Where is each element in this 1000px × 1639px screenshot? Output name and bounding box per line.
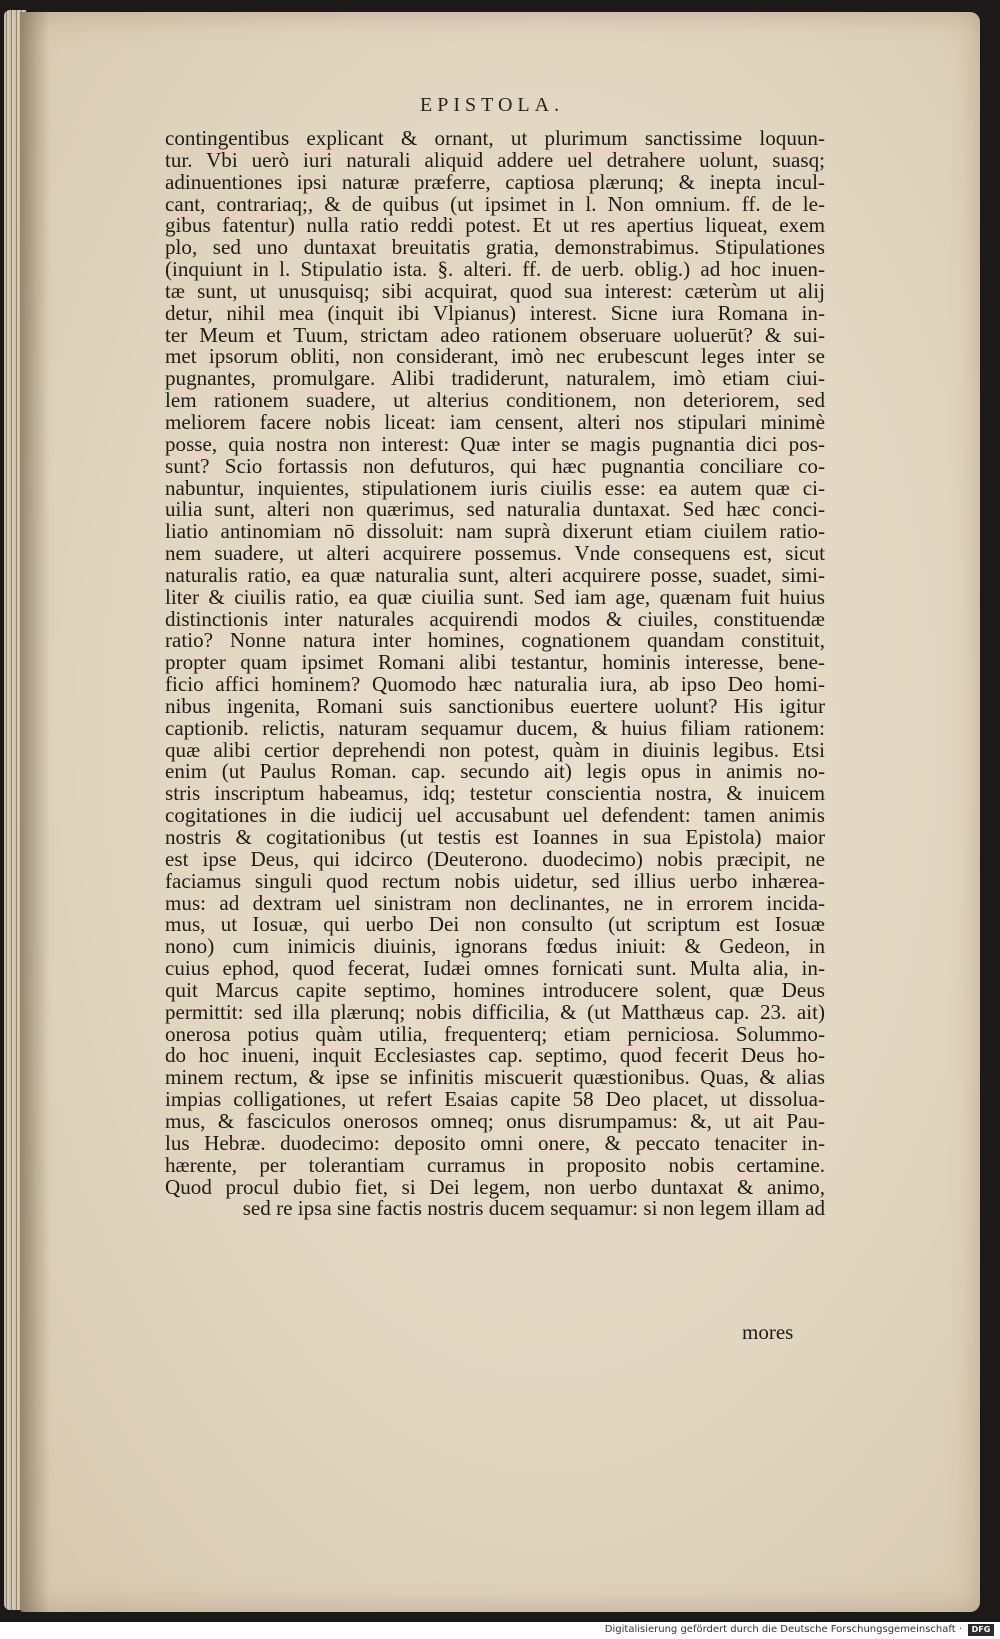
text-line: detur, nihil mea (inquit ibi Vlpianus) interest. Sicne iura Romana in- [165, 300, 825, 325]
text-line: nibus ingenita, Romani suis sanctionibus euertere uolunt? His igitur [165, 693, 825, 718]
text-line: propter quam ipsimet Romani alibi testantur, hominis interesse, bene- [165, 650, 825, 675]
text-line: liatio antinomiam nō dissoluit: nam suprà dixerunt etiam ciuilem ratio- [165, 519, 825, 544]
text-line: tæ sunt, ut unusquisq; sibi acquirat, quod sua interest: cæterùm ut alij [165, 278, 825, 303]
text-line: nostris & cogitationibus (ut testis est Ioannes in sua Epistola) maior [165, 825, 825, 849]
text-line: ter Meum et Tuum, strictam adeo rationem obseruare uoluerūt? & sui- [165, 322, 825, 347]
text-line: met ipsorum obliti, non considerant, imò nec erubescunt leges inter se [165, 344, 825, 369]
text-line: liter & ciuilis ratio, ea quæ ciuilia sunt. Sed iam age, quænam fuit huius [165, 584, 825, 609]
text-line: adinuentiones ipsi naturæ præferre, captiosa plærunq; & inepta incul- [165, 169, 825, 194]
text-line: enim (ut Paulus Roman. cap. secundo ait) legis opus in animis no- [165, 759, 825, 784]
text-line: cuius ephod, quod fecerat, Iudæi omnes fornicati sunt. Multa alia, in- [165, 956, 825, 981]
text-line: quæ alibi certior deprehendi non potest, quàm in diuinis legibus. Etsi [165, 737, 825, 762]
text-line: est ipse Deus, qui idcirco (Deuterono. duodecimo) nobis præcipit, ne [165, 846, 825, 871]
running-header: EPISTOLA. [420, 94, 565, 116]
text-line: naturalis ratio, ea quæ naturalia sunt, alteri acquirere posse, suadet, simi- [165, 562, 825, 587]
text-line: sunt? Scio fortassis non defuturos, qui hæc pugnantia conciliare co- [165, 453, 825, 478]
text-line: ratio? Nonne natura inter homines, cognationem quandam constituit, [165, 628, 825, 653]
text-line: minem rectum, & ipse se infinitis miscuerit quæstionibus. Quas, & alias [165, 1065, 825, 1090]
text-line: plo, sed uno duntaxat breuitatis gratia, demonstrabimus. Stipulationes [165, 235, 825, 260]
text-line: mus, & fasciculos onerosos omneq; onus disrumpamus: &, ut ait Pau- [165, 1108, 825, 1133]
text-line: mus: ad dextram uel sinistram non declinantes, ne in errorem incida- [165, 890, 825, 915]
text-line: nabuntur, inquientes, stipulationem iuris ciuilis esse: ea autem quæ ci- [165, 475, 825, 500]
text-line: faciamus singuli quod rectum nobis uidetur, sed illius uerbo inhærea- [165, 868, 825, 893]
text-line: nem suadere, ut alteri acquirere possemus. Vnde consequens est, sicut [165, 541, 825, 566]
text-line: meliorem facere nobis liceat: iam censent, alteri nos stipulari minimè [165, 409, 825, 434]
page-gutter-shadow [20, 12, 50, 1612]
text-line: (inquiunt in l. Stipulatio ista. §. alteri. ff. de uerb. oblig.) ad hoc inuen- [165, 257, 825, 282]
footer-credit: Digitalisierung gefördert durch die Deutsche Forschungsgemeinschaft · [604, 1624, 962, 1635]
text-line: captionib. relictis, naturam sequamur ducem, & huius filiam rationem: [165, 715, 825, 740]
text-line: pugnantes, promulgare. Alibi tradiderunt, naturalem, imò etiam ciui- [165, 366, 825, 391]
body-text [165, 128, 825, 1220]
text-line: stris inscriptum habeamus, idq; testetur conscientia nostra, & inuicem [165, 781, 825, 806]
text-line: lem rationem suadere, ut alterius conditionem, non deteriorem, sed [165, 388, 825, 413]
text-line: lus Hebræ. duodecimo: deposito omni onere, & peccato tenaciter in- [165, 1130, 825, 1155]
text-line: cant, contrariaq;, & de quibus (ut ipsimet in l. Non omnium. ff. de le- [165, 191, 825, 216]
text-line: contingentibus explicant & ornant, ut plurimum sanctissime loquun- [165, 126, 825, 150]
text-line: do hoc inueni, inquit Ecclesiastes cap. septimo, quod fecerit Deus ho- [165, 1043, 825, 1068]
text-line: permittit: sed illa plærunq; nobis difficilia, & (ut Matthæus cap. 23. ait) [165, 999, 825, 1024]
text-line: onerosa potius quàm utilia, frequenterq; etiam perniciosa. Solummo- [165, 1021, 825, 1046]
catchword: mores [742, 1320, 794, 1344]
text-line: mus, ut Iosuæ, qui uerbo Dei non consulto (ut scriptum est Iosuæ [165, 912, 825, 937]
text-line: ficio affici hominem? Quomodo hæc naturalia iura, ab ipso Deo homi- [165, 672, 825, 697]
text-line: nono) cum inimicis diuinis, ignorans fœdus iniuit: & Gedeon, in [165, 934, 825, 959]
text-line: Quod procul dubio fiet, si Dei legem, non uerbo duntaxat & animo, [165, 1174, 825, 1199]
text-line: uilia sunt, alteri non quærimus, sed naturalia duntaxat. Sed hæc conci- [165, 497, 825, 522]
text-line: distinctionis inter naturales acquirendi modos & ciuiles, constituendæ [165, 606, 825, 631]
text-line: tur. Vbi uerò iuri naturali aliquid addere uel detrahere uolunt, suasq; [165, 147, 825, 172]
text-line: posse, quia nostra non interest: Quæ inter se magis pugnantia dici pos- [165, 431, 825, 456]
dfg-logo: DFG [968, 1624, 994, 1636]
footer-bar [0, 1622, 1000, 1639]
text-line: cogitationes in die iudicij uel accusabunt uel defendent: tamen animis [165, 803, 825, 828]
text-line: hærente, per tolerantiam curramus in proposito nobis certamine. [165, 1152, 825, 1177]
text-line: impias colligationes, ut refert Esaias capite 58 Deo placet, ut dissolua- [165, 1087, 825, 1112]
text-line: gibus fatentur) nulla ratio reddi potest. Et ut res apertius liqueat, exem [165, 213, 825, 238]
text-line: sed re ipsa sine factis nostris ducem sequamur: si non legem illam ad [242, 1196, 825, 1221]
text-line: quit Marcus capite septimo, homines introducere solent, quæ Deus [165, 977, 825, 1002]
